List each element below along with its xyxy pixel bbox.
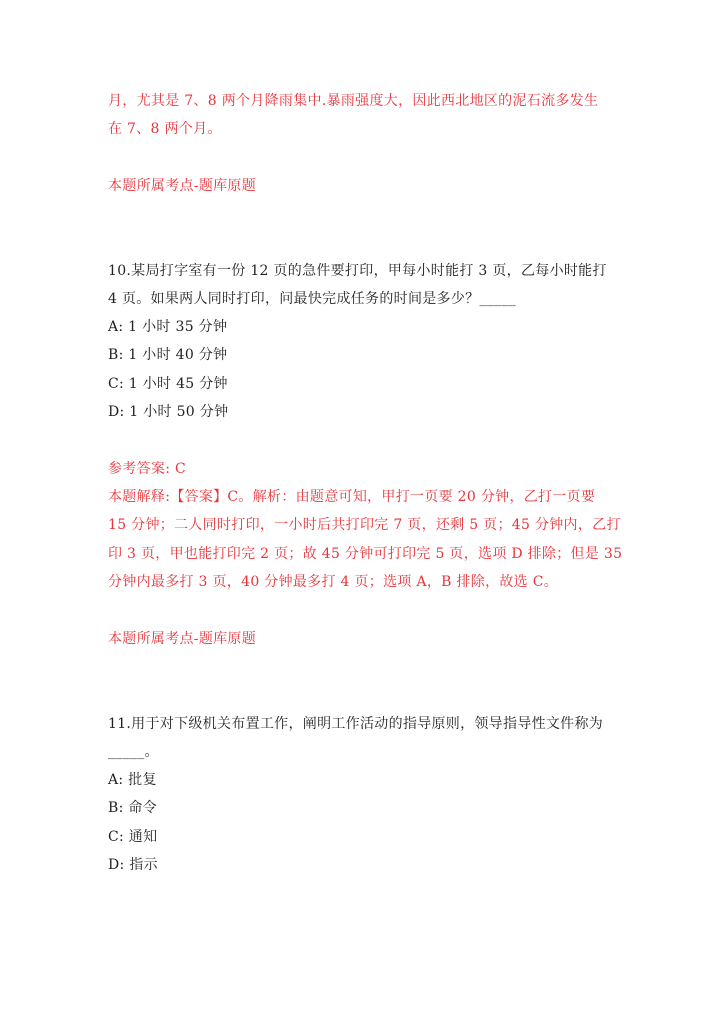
prev-source-note: 本题所属考点-题库原题 [108,178,257,194]
q10-explanation-line-3: 印 3 页，甲也能打印完 2 页；故 45 分钟可打印完 5 页，选项 D 排除；但是 35 [108,546,623,562]
q11-option-b: B: 命令 [108,800,157,816]
q10-option-b: B: 1 小时 40 分钟 [108,347,228,363]
q11-stem-line-1: 11.用于对下级机关布置工作，阐明工作活动的指导原则，领导指导性文件称为 [108,716,604,732]
q10-option-a: A: 1 小时 35 分钟 [108,319,228,335]
prev-explanation-line-2: 在 7、8 两个月。 [108,121,222,137]
q10-option-d: D: 1 小时 50 分钟 [108,404,229,420]
q10-explanation-line-2: 15 分钟；二人同时打印，一小时后共打印完 7 页，还剩 5 页；45 分钟内，乙打 [108,517,621,533]
q10-explanation-line-1: 本题解释:【答案】C。解析：由题意可知，甲打一页要 20 分钟，乙打一页要 [108,489,596,505]
prev-explanation-line-1: 月，尤其是 7、8 两个月降雨集中.暴雨强度大，因此西北地区的泥石流多发生 [108,93,599,109]
q11-option-d: D: 指示 [108,857,158,873]
q11-option-a: A: 批复 [108,772,157,788]
q10-source-note: 本题所属考点-题库原题 [108,631,257,647]
q10-explanation-line-4: 分钟内最多打 3 页，40 分钟最多打 4 页；选项 A，B 排除，故选 C。 [108,574,559,590]
q10-stem-line-1: 10.某局打字室有一份 12 页的急件要打印，甲每小时能打 3 页，乙每小时能打 [108,263,607,279]
q10-option-c: C: 1 小时 45 分钟 [108,376,228,392]
q11-option-c: C: 通知 [108,829,158,845]
q10-answer: 参考答案: C [108,461,186,477]
q11-stem-line-2: _____。 [108,744,159,760]
q10-stem-line-2: 4 页。如果两人同时打印，问最快完成任务的时间是多少？_____ [108,291,516,307]
